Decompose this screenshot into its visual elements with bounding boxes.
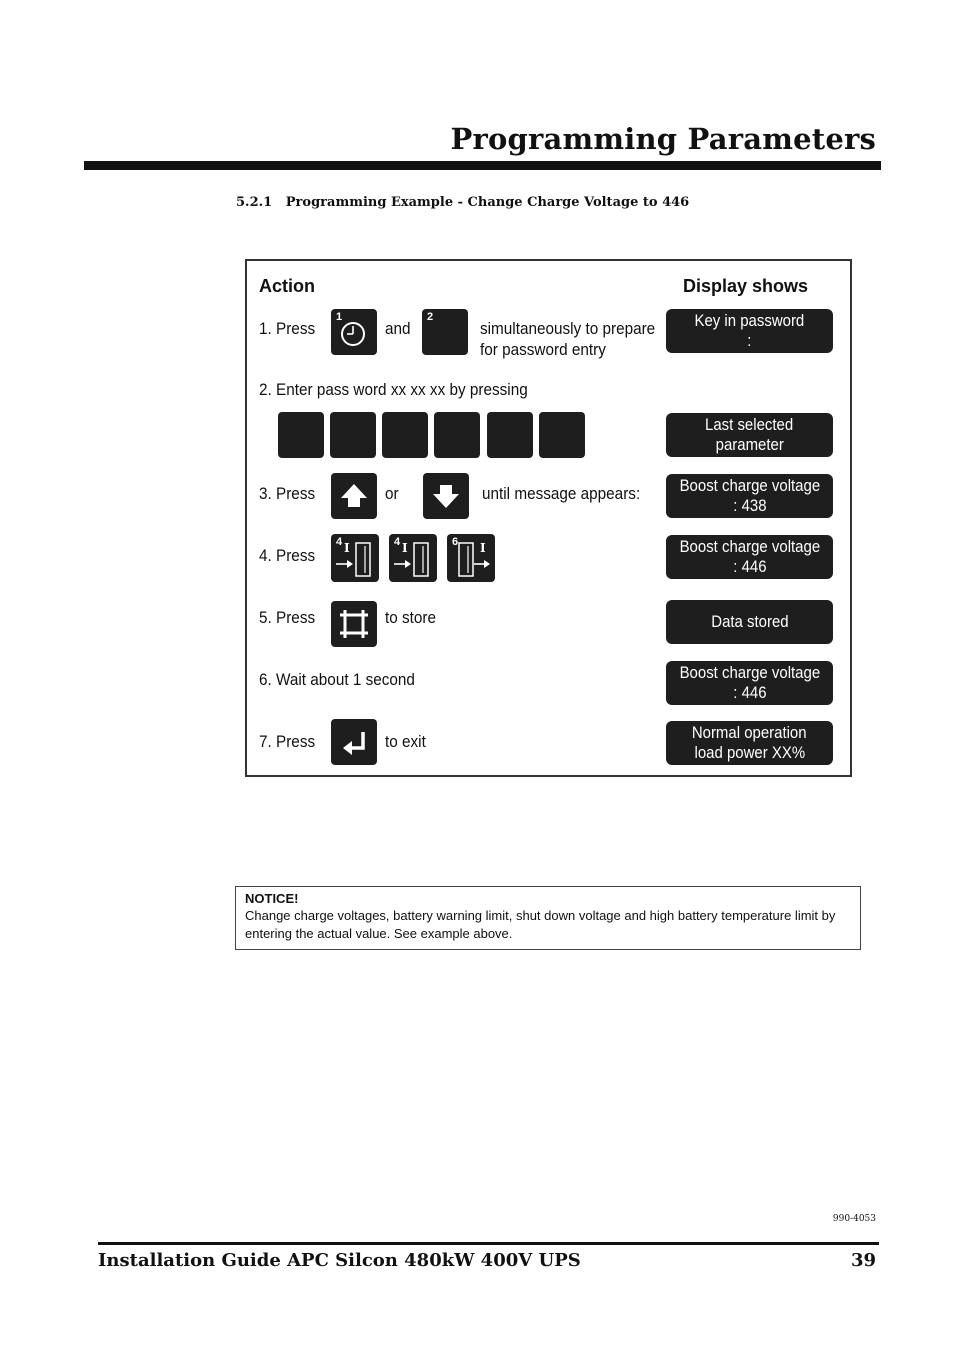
digit-key-6 (447, 534, 495, 582)
clock-key-number: 1 (336, 311, 343, 323)
step3-text: until message appears: (482, 484, 641, 503)
programming-example-figure (245, 259, 852, 777)
svg-text:I: I (402, 541, 408, 555)
display-4-line2: : 446 (732, 557, 767, 576)
switch-off-icon (447, 534, 495, 582)
action-header: Action (259, 276, 315, 296)
blank-key-5 (487, 412, 533, 458)
step5-label: 5. Press (259, 608, 316, 627)
display-6-line1: Boost charge voltage (679, 663, 820, 682)
display-3-line1: Boost charge voltage (679, 476, 820, 495)
blank-key-3 (382, 412, 428, 458)
footer-rule (98, 1242, 879, 1245)
display-7-line1: Normal operation (692, 723, 807, 742)
arrow-down-icon (423, 473, 469, 519)
digit-key-4b (389, 534, 437, 582)
step3-label: 3. Press (259, 484, 316, 503)
key-2 (422, 309, 468, 355)
display-3 (666, 474, 833, 518)
enter-icon (331, 719, 377, 765)
notice-box (235, 886, 861, 950)
blank-key-4 (434, 412, 480, 458)
section-title: Programming Example - Change Charge Voltage to 446 (285, 195, 690, 210)
svg-text:I: I (480, 541, 486, 555)
step1-text-line1: simultaneously to prepare (480, 319, 656, 338)
step1-label: 1. Press (259, 319, 316, 338)
key-2-number: 2 (427, 311, 434, 323)
down-key (423, 473, 469, 519)
up-key (331, 473, 377, 519)
display-2-line1: Last selected (705, 415, 794, 434)
digit-key-4a-number: 4 (336, 536, 343, 548)
switch-on-icon (331, 534, 379, 582)
title-rule (84, 161, 881, 170)
page-title: Programming Parameters (450, 122, 876, 156)
step3-connector: or (385, 484, 399, 503)
display-1 (666, 309, 833, 353)
step7-label: 7. Press (259, 732, 316, 751)
step2-label: 2. Enter pass word xx xx xx by pressing (259, 380, 528, 399)
enter-key (331, 719, 377, 765)
document-number: 990-4053 (832, 1214, 876, 1224)
display-2-line2: parameter (715, 435, 784, 454)
section-number: 5.2.1 (236, 195, 273, 210)
switch-on-icon (389, 534, 437, 582)
step1-text (480, 318, 655, 360)
clock-icon (331, 309, 377, 355)
display-7 (666, 721, 833, 765)
blank-key-6 (539, 412, 585, 458)
display-3-line2: : 438 (732, 496, 767, 515)
display-1-line2: : (747, 331, 752, 350)
step1-text-line2: for password entry (480, 340, 606, 359)
step1-connector: and (385, 319, 411, 338)
display-1-line1: Key in password (694, 311, 805, 330)
svg-text:I: I (344, 541, 350, 555)
arrow-up-icon (331, 473, 377, 519)
store-key (331, 601, 377, 647)
display-6-line2: : 446 (732, 683, 767, 702)
step4-label: 4. Press (259, 546, 316, 565)
blank-key-1 (278, 412, 324, 458)
footer-title: Installation Guide APC Silcon 480kW 400V UPS (98, 1250, 581, 1271)
display-4 (666, 535, 833, 579)
display-7-line2: load power XX% (694, 743, 805, 762)
step7-text: to exit (385, 732, 426, 751)
store-icon (331, 601, 377, 647)
display-4-line1: Boost charge voltage (679, 537, 820, 556)
display-5-line1: Data stored (710, 612, 789, 631)
digit-key-6-number: 6 (452, 536, 459, 548)
digit-key-4b-number: 4 (394, 536, 401, 548)
display-header: Display shows (683, 276, 809, 296)
display-2 (666, 413, 833, 457)
blank-key-2 (330, 412, 376, 458)
display-5 (666, 600, 833, 644)
clock-key (331, 309, 377, 355)
section-heading (236, 195, 689, 210)
notice-title: NOTICE! (245, 891, 299, 906)
step5-text: to store (385, 608, 437, 627)
step6-label: 6. Wait about 1 second (259, 670, 415, 689)
display-6 (666, 661, 833, 705)
digit-key-4a (331, 534, 379, 582)
notice-body: Change charge voltages, battery warning limit, shut down voltage and high battery temperature limit by entering the actual value. See example above. (245, 908, 836, 941)
page-number: 39 (850, 1250, 876, 1271)
